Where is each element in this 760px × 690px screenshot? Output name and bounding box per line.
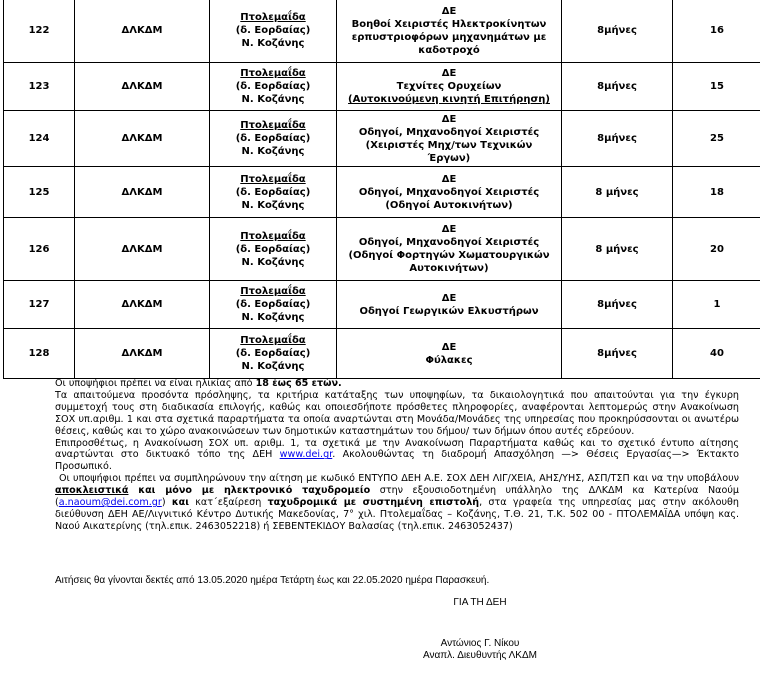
specialty-line: καδοτροχό — [418, 44, 480, 56]
position-number: 122 — [4, 0, 75, 63]
position-count: 16 — [673, 0, 760, 63]
education-level: ΔΕ — [441, 113, 457, 125]
specialty-line: Οδηγοί, Μηχανοδηγοί Χειριστές — [358, 237, 540, 248]
specialty-cell — [337, 281, 562, 329]
position-count: 15 — [673, 63, 760, 111]
table-row — [4, 167, 760, 218]
specialty-line: (Οδηγοί Φορτηγών Χωματουργικών — [348, 250, 550, 261]
location-municipality: (δ. Εορδαίας) — [235, 133, 311, 144]
signatory-name: Αντώνιος Γ. Νίκου — [440, 638, 520, 649]
specialty-cell — [337, 329, 562, 379]
location-prefecture: Ν. Κοζάνης — [241, 361, 305, 372]
contract-duration: 8 μήνες — [562, 218, 673, 281]
education-level: ΔΕ — [441, 5, 457, 17]
specialty-line: Βοηθοί Χειριστές Ηλεκτροκίνητων — [351, 18, 547, 30]
location-cell — [210, 329, 337, 379]
specialty-cell — [337, 167, 562, 218]
age-range: 18 έως 65 ετών. — [255, 378, 342, 389]
positions-table — [3, 0, 760, 379]
position-number: 126 — [4, 218, 75, 281]
specialty-line: (Οδηγοί Αυτοκινήτων) — [385, 199, 513, 211]
table-row — [4, 63, 760, 111]
contract-duration: 8μήνες — [562, 281, 673, 329]
table-row — [4, 0, 760, 63]
position-number: 127 — [4, 281, 75, 329]
signatory-title: Αναπλ. Διευθυντής ΛΚΔΜ — [423, 650, 537, 661]
position-count: 25 — [673, 111, 760, 167]
table-row — [4, 329, 760, 379]
position-number: 124 — [4, 111, 75, 167]
location-place: Πτολεμαΐδα — [240, 286, 306, 297]
age-requirement: Οι υποψήφιοι πρέπει να είναι ηλικίας από 18 έως 65 ετών. — [55, 378, 342, 389]
location-prefecture: Ν. Κοζάνης — [241, 312, 305, 323]
education-level: ΔΕ — [441, 341, 457, 353]
signature-for-label: ΓΙΑ ΤΗ ΔΕΗ — [453, 597, 507, 608]
email-link[interactable]: a.naoum@dei.com.gr — [58, 497, 162, 509]
location-municipality: (δ. Εορδαίας) — [235, 299, 311, 310]
contract-duration: 8μήνες — [562, 0, 673, 63]
location-cell — [210, 63, 337, 111]
specialty-cell — [337, 63, 562, 111]
notes-section — [55, 378, 739, 533]
contract-duration: 8μήνες — [562, 63, 673, 111]
location-place: Πτολεμαΐδα — [240, 173, 306, 185]
position-number: 128 — [4, 329, 75, 379]
submission-paragraph: Οι υποψήφιοι πρέπει να συμπληρώνουν την αίτηση με κωδικό ΕΝΤΥΠΟ ΔΕΗ Α.Ε. ΣΟΧ ΔΕΗ ΛΙΓ/ΧΕΙΑ, ΑΗΣ/ΥΗΣ, ΑΣΠ/ΤΣΠ και να την υποβάλουν αποκλειστικά και μόνο με ηλεκτρονικό ταχυδρομείο στην εξουσιοδοτημένη υπάλληλο της ΔΛΚΔΜ κα Κατερίνα Ναούμ (a.naoum@dei.com.gr) και κατ΄εξαίρεση ταχυδρομικά με συστημένη επιστολή, στα γραφεία της υπηρεσίας μας στην ακόλουθη διεύθυνση ΔΕΗ ΑΕ/Λιγνιτικό Κέντρο Δυτικής Μακεδονίας, 7° χιλ. Πτολεμαΐδας – Κοζάνης, Τ.Θ. 21, Τ.Κ. 502 00 - ΠΤΟΛΕΜΑΪΔΑ υπόψη κας. Ναού Αικατερίνης (τηλ.επικ. 2463052218) ή ΣΕΒΕΝΤΕΚΙΔΟΥ Βαλασίας (τηλ.επικ. 2463052437) — [55, 473, 740, 532]
education-level: ΔΕ — [441, 224, 457, 235]
education-level: ΔΕ — [441, 68, 457, 79]
specialty-cell — [337, 111, 562, 167]
website-paragraph: Επιπροσθέτως, η Ανακοίνωση ΣΟΧ υπ. αριθμ. 1, τα σχετικά με την Ανακοίνωση Παραρτήματα καθώς και το σχετικό έντυπο αίτησης αναρτώνται στο δικτυακό τόπο της ΔΕΗ www.dei.gr. Ακολουθώντας τη διαδρομή Απασχόληση —> Θέσεις Εργασίας—> Έκτακτο Προσωπικό. — [55, 437, 739, 473]
specialty-note: (Αυτοκινούμενη κινητή Επιτήρηση) — [348, 94, 550, 105]
unit-name: ΔΛΚΔΜ — [75, 111, 210, 167]
unit-name: ΔΛΚΔΜ — [75, 63, 210, 111]
contract-duration: 8μήνες — [562, 111, 673, 167]
location-prefecture: Ν. Κοζάνης — [241, 256, 305, 268]
location-place: Πτολεμαΐδα — [240, 335, 306, 346]
specialty-line: Οδηγοί, Μηχανοδηγοί Χειριστές — [358, 186, 540, 198]
location-cell — [210, 0, 337, 63]
location-prefecture: Ν. Κοζάνης — [241, 199, 305, 211]
location-municipality: (δ. Εορδαίας) — [235, 81, 311, 92]
signature-block — [380, 638, 580, 662]
location-place: Πτολεμαΐδα — [240, 12, 306, 23]
position-number: 123 — [4, 63, 75, 111]
location-municipality: (δ. Εορδαίας) — [235, 25, 311, 36]
specialty-line: ερπυστριοφόρων μηχανημάτων με — [351, 31, 547, 43]
position-count: 1 — [673, 281, 760, 329]
location-cell — [210, 218, 337, 281]
location-prefecture: Ν. Κοζάνης — [241, 146, 305, 157]
unit-name: ΔΛΚΔΜ — [75, 167, 210, 218]
table-row — [4, 218, 760, 281]
position-count: 18 — [673, 167, 760, 218]
location-cell — [210, 167, 337, 218]
location-place: Πτολεμαΐδα — [240, 68, 306, 79]
location-place: Πτολεμαΐδα — [240, 120, 306, 131]
location-cell — [210, 111, 337, 167]
specialty-line: Οδηγοί Γεωργικών Ελκυστήρων — [359, 305, 539, 317]
unit-name: ΔΛΚΔΜ — [75, 0, 210, 63]
specialty-line: Φύλακες — [425, 354, 473, 366]
unit-name: ΔΛΚΔΜ — [75, 218, 210, 281]
qualifications-paragraph: Τα απαιτούμενα προσόντα πρόσληψης, τα κριτήρια κατάταξης των υποψηφίων, τα δικαιολογητικά που απαιτούνται για την έγκυρη συμμετοχή τους στη διαδικασία επιλογής, καθώς και οποιεσδήποτε πρόσθετες πληροφορίες, αναφέρονται λεπτομερώς στην Ανακοίνωση ΣΟΧ υπ.αριθμ. 1 και στα σχετικά παραρτήματα τα οποία αναρτώνται στη Μονάδα/Μονάδες της υπηρεσίας που προκηρύσσονται οι ανωτέρω θέσεις, καθώς και το χώρο ανακοινώσεων των δημοτικών καταστημάτων του δήμου/ των δήμων όπου αυτές εδρεύουν. — [55, 389, 739, 437]
position-count: 20 — [673, 218, 760, 281]
specialty-cell — [337, 218, 562, 281]
location-municipality: (δ. Εορδαίας) — [235, 186, 311, 198]
table-row — [4, 111, 760, 167]
location-municipality: (δ. Εορδαίας) — [235, 348, 311, 359]
unit-name: ΔΛΚΔΜ — [75, 281, 210, 329]
position-count: 40 — [673, 329, 760, 379]
location-cell — [210, 281, 337, 329]
location-municipality: (δ. Εορδαίας) — [235, 243, 311, 255]
education-level: ΔΕ — [441, 173, 457, 185]
table-row — [4, 281, 760, 329]
specialty-cell — [337, 0, 562, 63]
unit-name: ΔΛΚΔΜ — [75, 329, 210, 379]
specialty-line: Οδηγοί, Μηχανοδηγοί Χειριστές — [358, 126, 540, 138]
location-prefecture: Ν. Κοζάνης — [241, 94, 305, 105]
dei-website-link[interactable]: www.dei.gr — [279, 449, 333, 461]
education-level: ΔΕ — [441, 292, 457, 304]
specialty-line: Τεχνίτες Ορυχείων — [396, 81, 502, 92]
position-number: 125 — [4, 167, 75, 218]
specialty-line: Έργων) — [427, 152, 471, 164]
application-dates: Αιτήσεις θα γίνονται δεκτές από 13.05.2020 ημέρα Τετάρτη έως και 22.05.2020 ημέρα Παρασκευή. — [55, 575, 490, 586]
location-place: Πτολεμαΐδα — [240, 230, 306, 242]
location-prefecture: Ν. Κοζάνης — [241, 38, 305, 49]
specialty-line: (Χειριστές Μηχ/των Τεχνικών — [365, 139, 533, 151]
specialty-line: Αυτοκινήτων) — [409, 263, 489, 274]
contract-duration: 8 μήνες — [562, 167, 673, 218]
contract-duration: 8μήνες — [562, 329, 673, 379]
